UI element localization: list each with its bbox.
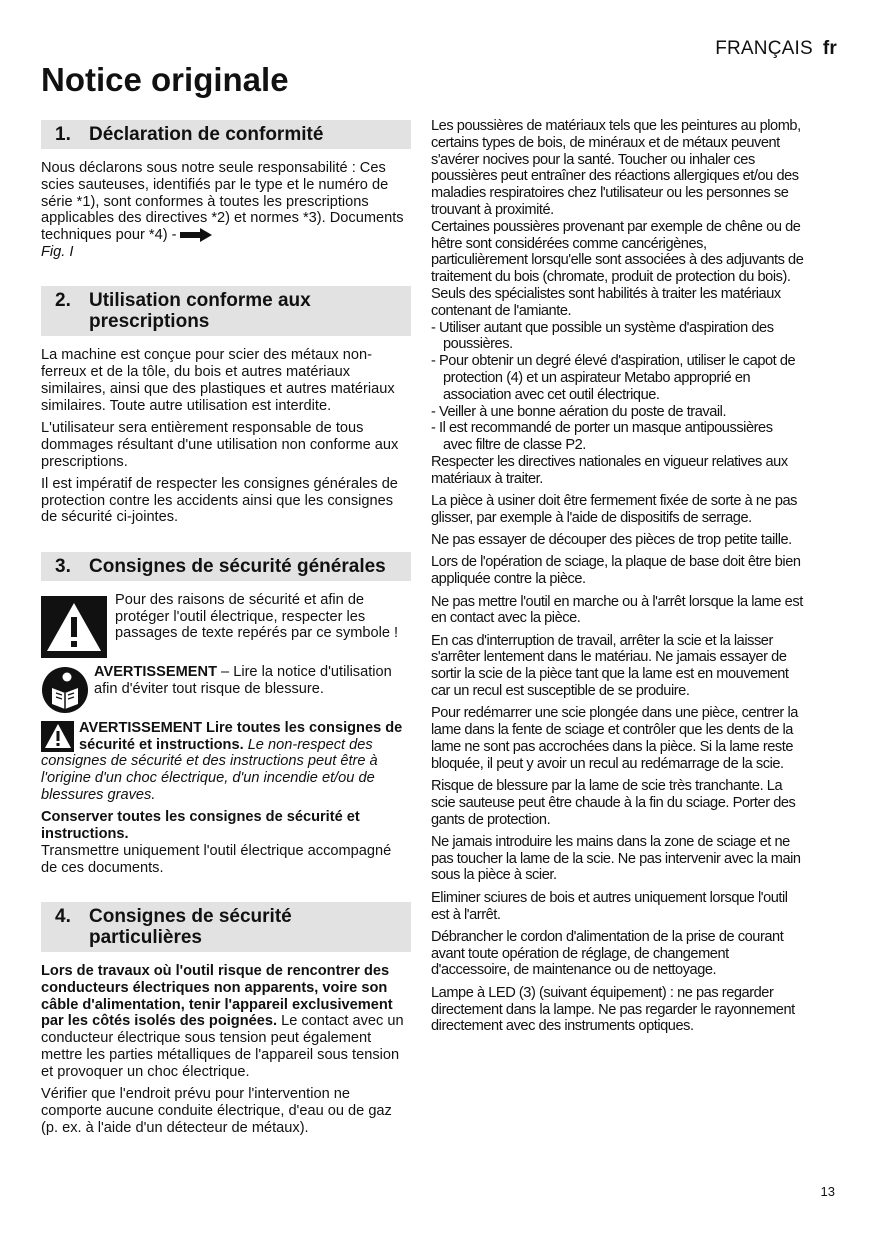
- warning-triangle-icon: [41, 596, 107, 658]
- warning-triangle-icon: [41, 721, 74, 752]
- read-manual-warning: [41, 664, 411, 714]
- symbol-explanation: Pour des raisons de sécurité et afin de protéger l'outil électrique, respecter les passages de texte repérés par ce symbole !: [115, 591, 399, 642]
- safety-paragraph: Lors de l'opération de sciage, la plaque de base doit être bien appliquée contre la pièce.: [431, 554, 801, 588]
- arrow-right-icon: [180, 228, 212, 242]
- section-1-heading: [41, 120, 411, 149]
- keep-instructions: Conserver toutes les consignes de sécurité et instructions. Transmettre uniquement l'outil électrique accompagné de ces documents.: [41, 809, 392, 876]
- language-label: FRANÇAIS: [715, 38, 813, 59]
- section-2-paragraph: Il est impératif de respecter les consignes générales de protection contre les accidents ainsi que les consignes de sécurité ci-jointes.: [41, 475, 398, 526]
- safety-paragraph: Ne pas essayer de découper des pièces de trop petite taille.: [431, 532, 792, 549]
- section-1-text: [41, 160, 411, 261]
- safety-symbol-note: [41, 592, 411, 658]
- conformity-text: Nous déclarons sous notre seule responsabilité : Ces scies sauteuses, identifiés par le type et le numéro de série *1), sont conformes à toutes les prescriptions applicables des directives *2) et normes *3). Documents techniques pour *4) -: [41, 160, 404, 244]
- section-title: Consignes de sécurité particulières: [89, 905, 292, 948]
- read-manual-icon: [41, 666, 89, 714]
- section-4-paragraph: Lors de travaux où l'outil risque de rencontrer des conducteurs électriques non apparents, voire son câble d'alimentation, tenir l'appareil exclusivement par les côtés isolés des poignées. Le contact avec un conducteur électrique sous tension peut également mettre les parties métalliques de l'appareil sous tension et provoquer un choc électrique.: [41, 962, 404, 1080]
- page-title: Notice originale: [41, 61, 289, 98]
- safety-paragraph: Ne jamais introduire les mains dans la zone de sciage et ne pas toucher la lame de la scie. Ne pas intervenir avec la main sous la pièce à scier.: [431, 833, 801, 884]
- section-number: 1.: [55, 124, 71, 145]
- section-3-heading: [41, 552, 411, 581]
- list-item: - Utiliser autant que possible un système d'aspiration des poussières.: [431, 319, 774, 353]
- warning-label: AVERTISSEMENT Lire toutes les consignes de sécurité et instructions.: [79, 719, 403, 753]
- list-item: - Il est recommandé de porter un masque antipoussières avec filtre de classe P2.: [431, 420, 773, 454]
- list-item: - Pour obtenir un degré élevé d'aspiration, utiliser le capot de protection (4) et un aspirateur Metabo approprié en association avec cet outil électrique.: [431, 353, 796, 403]
- right-column: [431, 118, 805, 1041]
- general-warning: AVERTISSEMENT Lire toutes les consignes de sécurité et instructions. Le non-respect des consignes de sécurité et des instructions peut être à l'origine d'un choc électrique, d'un incendie et/ou de blessures graves.: [41, 719, 403, 803]
- page-number: 13: [820, 1184, 835, 1199]
- section-number: 3.: [55, 555, 71, 577]
- safety-paragraph: Eliminer sciures de bois et autres uniquement lorsque l'outil est à l'arrêt.: [431, 889, 788, 923]
- section-number: 4.: [55, 905, 71, 927]
- dust-paragraph: Les poussières de matériaux tels que les peintures au plomb, certains types de bois, de minéraux et de métaux peuvent s'avérer nocives pour la santé. Toucher ou inhaler ces poussières peut entraîner des réactions allergiques et/ou des maladies respiratoires chez l'utilisateur ou les personnes se trouvant à proximité.: [431, 118, 801, 218]
- dust-paragraph: Certaines poussières provenant par exemple de chêne ou de hêtre sont considérées comme cancérigènes, particulièrement lorsqu'elle sont associées à des adjuvants de traitement du bois (chromate, produit de protection du bois). Seuls des spécialistes sont habilités à traiter les matériaux contenant de l'amiante.: [431, 218, 804, 319]
- safety-paragraph: Lampe à LED (3) (suivant équipement) : ne pas regarder directement dans la lampe. Ne pas regarder le rayonnement directement avec des instruments optiques.: [431, 984, 795, 1035]
- warning-label: AVERTISSEMENT: [94, 663, 217, 680]
- section-2-heading: [41, 286, 411, 336]
- section-4-heading: [41, 902, 411, 952]
- language-code: fr: [822, 38, 837, 59]
- list-item: - Veiller à une bonne aération du poste de travail.: [431, 403, 727, 420]
- section-2-paragraph: L'utilisateur sera entièrement responsable de tous dommages résultant d'une utilisation non conforme aux prescriptions.: [41, 419, 399, 470]
- language-header: [715, 38, 837, 60]
- section-title: Utilisation conforme aux prescriptions: [89, 290, 311, 333]
- safety-paragraph: Risque de blessure par la lame de scie très tranchante. La scie sauteuse peut être chaude à la fin du sciage. Porter des gants de protection.: [431, 777, 796, 828]
- figure-reference: Fig. I: [41, 243, 74, 260]
- safety-paragraph: En cas d'interruption de travail, arrêter la scie et la laisser s'arrêter lentement dans le matériau. Ne jamais essayer de sortir la scie de la pièce tant que la lame est en mouvement car un recul est susceptible de se produire.: [431, 632, 789, 699]
- safety-paragraph: La pièce à usiner doit être fermement fixée de sorte à ne pas glisser, par exemple à l'aide de dispositifs de serrage.: [431, 493, 797, 526]
- safety-paragraph: Débrancher le cordon d'alimentation de la prise de courant avant toute opération de réglage, de changement d'accessoire, de maintenance ou de nettoyage.: [431, 928, 784, 979]
- section-number: 2.: [55, 290, 71, 312]
- dust-paragraph: Respecter les directives nationales en vigueur relatives aux matériaux à traiter.: [431, 453, 788, 487]
- section-title: Déclaration de conformité: [89, 124, 324, 145]
- section-2-paragraph: La machine est conçue pour scier des métaux non-ferreux et de la tôle, du bois et autres matériaux similaires, ainsi que des plastiques et autres matériaux similaires. Toute autre utilisation est interdite.: [41, 347, 395, 414]
- section-title: Consignes de sécurité générales: [89, 555, 386, 577]
- left-column: [41, 116, 411, 1142]
- safety-paragraph: Pour redémarrer une scie plongée dans une pièce, centrer la lame dans la fente de sciage et contrôler que les dents de la lame ne sont pas accrochées dans la pièce. Si la lame reste bloquée, il peut y avoir un recul au redémarrage de la scie.: [431, 705, 798, 772]
- safety-paragraph: Ne pas mettre l'outil en marche ou à l'arrêt lorsque la lame est en contact avec la pièce.: [431, 593, 803, 627]
- section-4-paragraph: Vérifier que l'endroit prévu pour l'intervention ne comporte aucune conduite électrique, d'eau ou de gaz (p. ex. à l'aide d'un détecteur de métaux).: [41, 1086, 392, 1136]
- warning-text: AVERTISSEMENT – Lire la notice d'utilisation afin d'éviter tout risque de blessure.: [94, 663, 392, 697]
- dust-precautions-list: [431, 320, 805, 454]
